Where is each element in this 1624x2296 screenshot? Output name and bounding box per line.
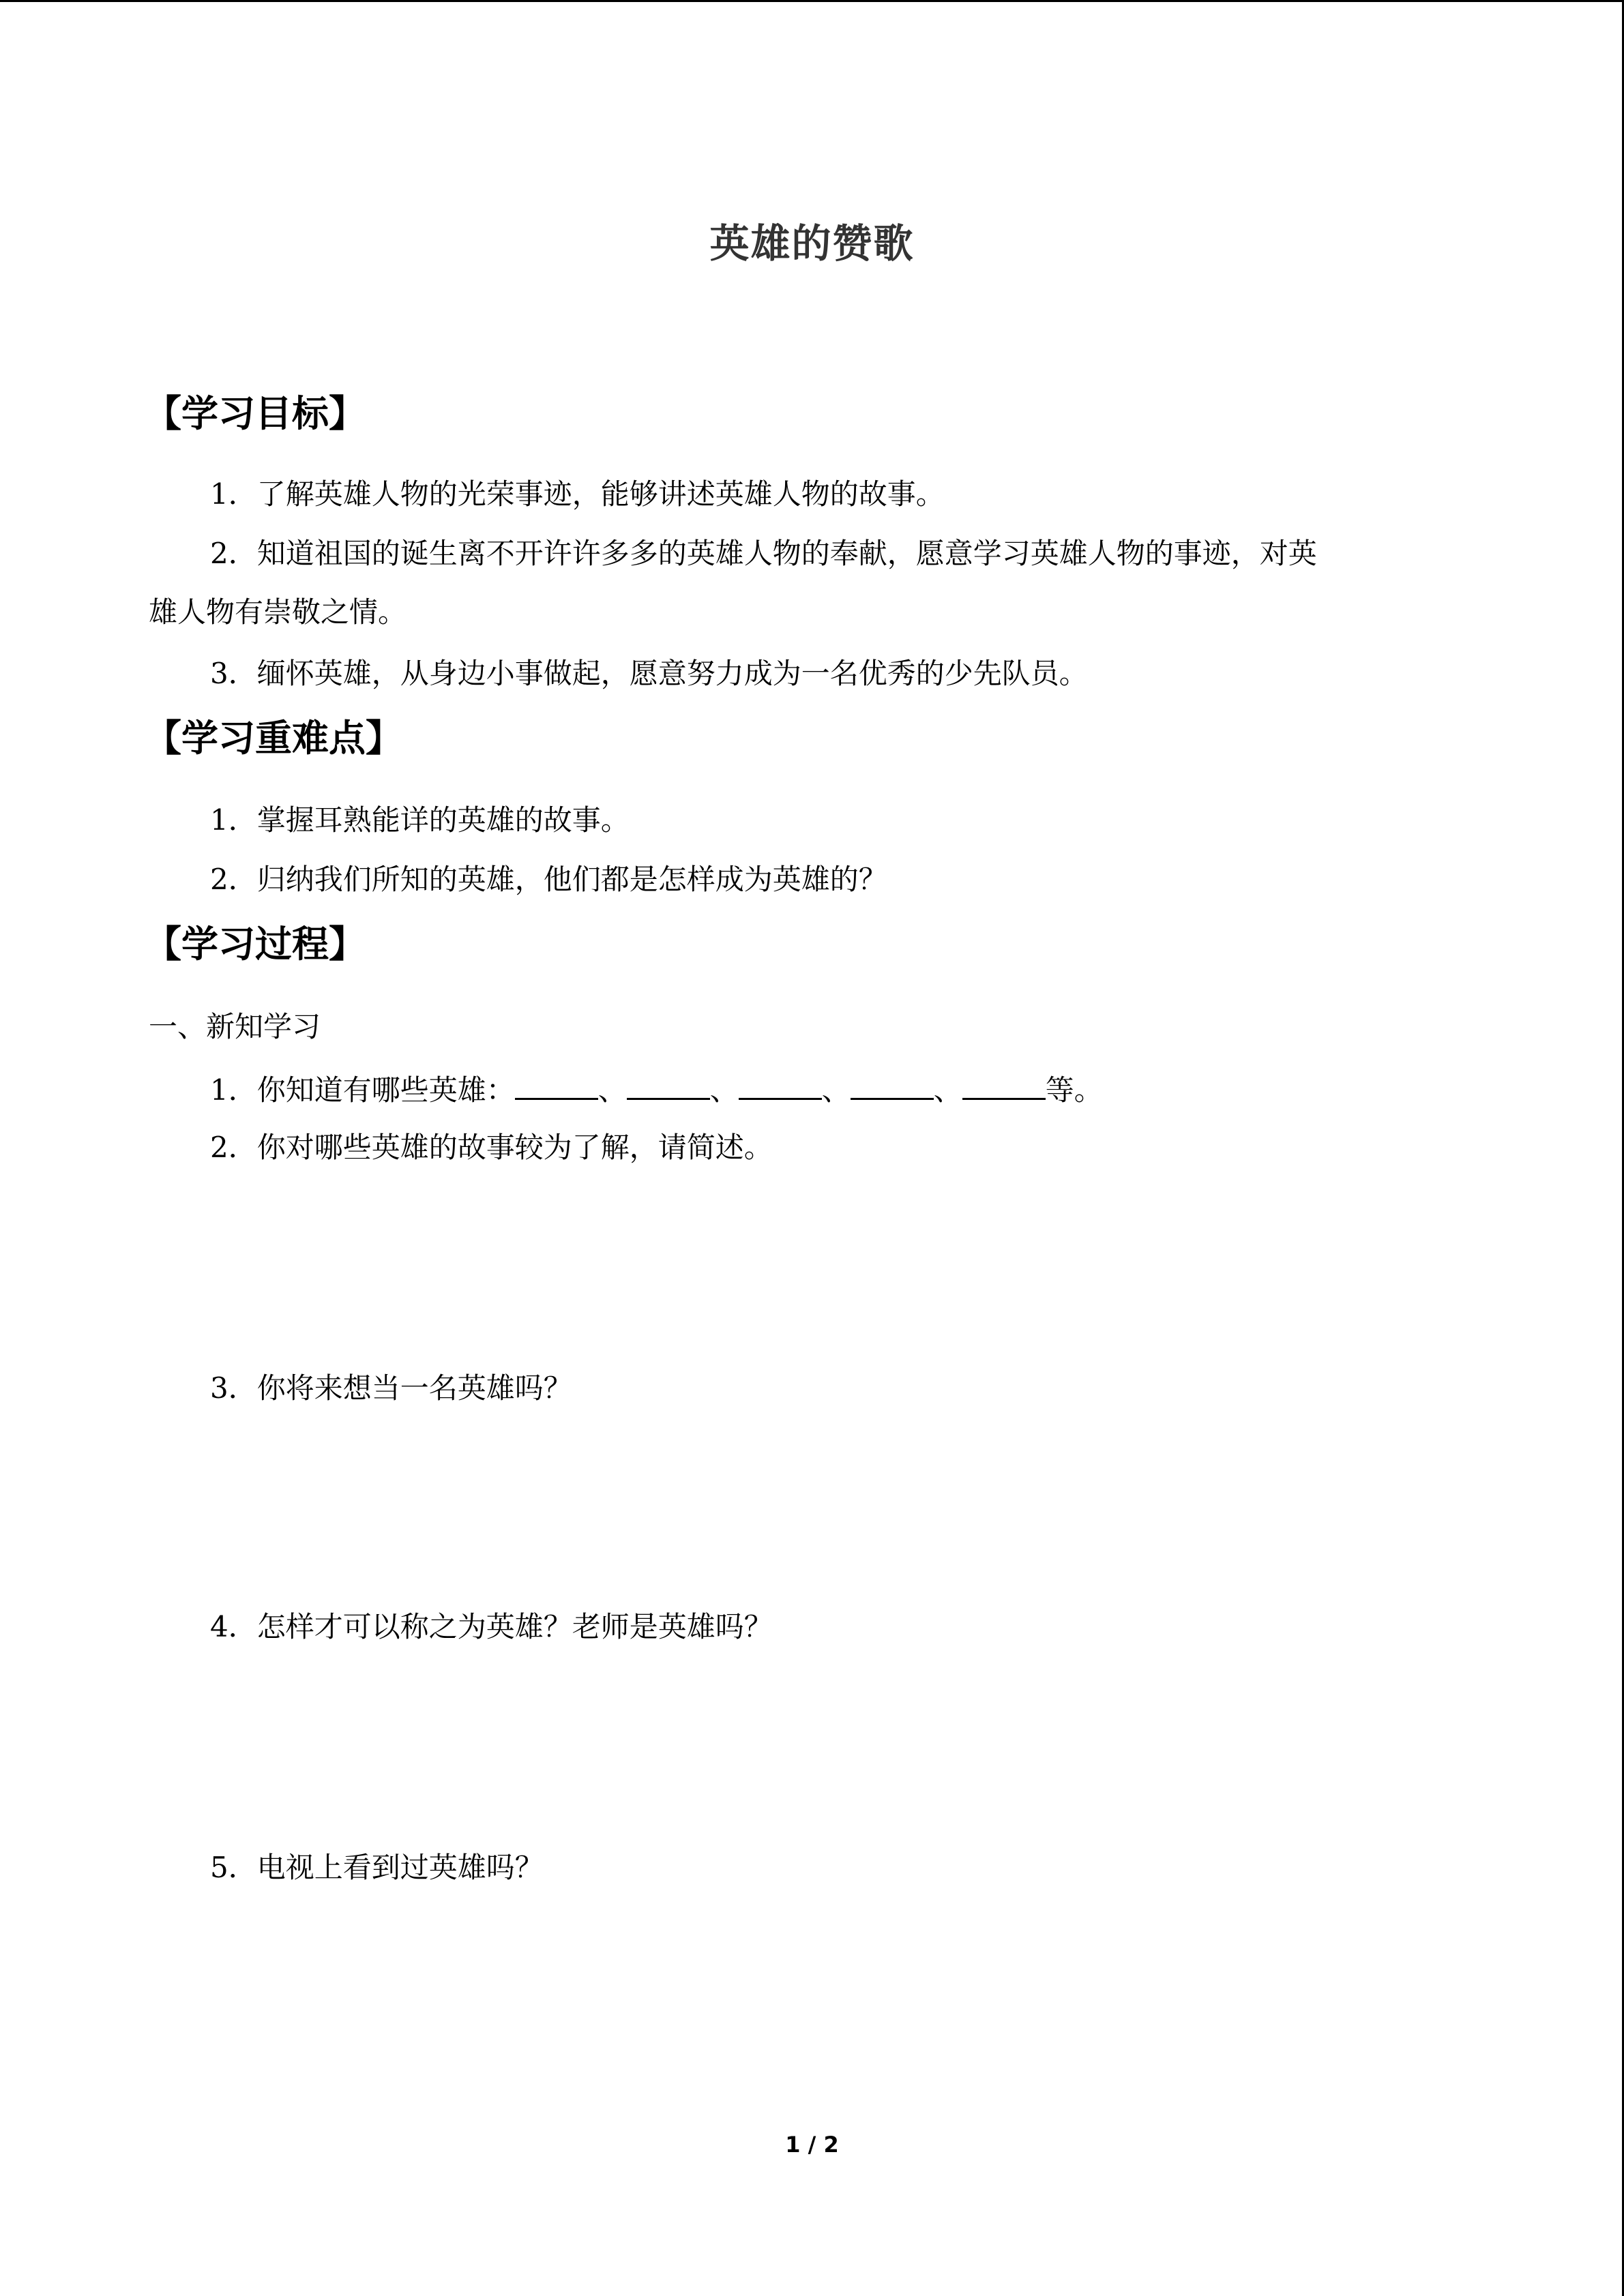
answer-blank-4[interactable] bbox=[851, 1071, 934, 1100]
page-top-border bbox=[0, 0, 1624, 2]
separator: 、 bbox=[933, 1073, 962, 1107]
section-heading-key-points: 【学习重难点】 bbox=[145, 717, 402, 760]
document-title: 英雄的赞歌 bbox=[709, 220, 915, 267]
key-point-item-1: 1．掌握耳熟能详的英雄的故事。 bbox=[210, 803, 630, 837]
section-heading-goals: 【学习目标】 bbox=[145, 392, 366, 435]
separator: 、 bbox=[709, 1073, 739, 1107]
question-5: 5．电视上看到过英雄吗？ bbox=[210, 1851, 544, 1884]
answer-blank-2[interactable] bbox=[627, 1071, 710, 1100]
separator: 、 bbox=[821, 1073, 851, 1107]
question-1-suffix: 等。 bbox=[1045, 1073, 1103, 1107]
goal-item-2: 2．知道祖国的诞生离不开许许多多的英雄人物的奉献，愿意学习英雄人物的事迹，对英 bbox=[210, 537, 1317, 570]
answer-blank-5[interactable] bbox=[962, 1071, 1046, 1100]
goal-item-2-continued: 雄人物有崇敬之情。 bbox=[149, 595, 407, 629]
section-heading-process: 【学习过程】 bbox=[145, 923, 366, 966]
answer-blank-1[interactable] bbox=[515, 1071, 598, 1100]
question-2: 2．你对哪些英雄的故事较为了解，请简述。 bbox=[210, 1131, 773, 1164]
goal-item-3: 3．缅怀英雄，从身边小事做起，愿意努力成为一名优秀的少先队员。 bbox=[210, 657, 1088, 690]
answer-blank-3[interactable] bbox=[739, 1071, 822, 1100]
question-4: 4．怎样才可以称之为英雄？老师是英雄吗？ bbox=[210, 1610, 773, 1643]
process-subheading: 一、新知学习 bbox=[149, 1010, 321, 1043]
question-1 bbox=[210, 1071, 1103, 1109]
question-3: 3．你将来想当一名英雄吗？ bbox=[210, 1371, 572, 1405]
separator: 、 bbox=[597, 1073, 627, 1107]
key-point-item-2: 2．归纳我们所知的英雄，他们都是怎样成为英雄的？ bbox=[210, 863, 887, 896]
goal-item-1: 1．了解英雄人物的光荣事迹，能够讲述英雄人物的故事。 bbox=[210, 477, 945, 511]
page-number: 1 / 2 bbox=[785, 2132, 839, 2158]
question-1-text: 1．你知道有哪些英雄： bbox=[210, 1073, 515, 1107]
